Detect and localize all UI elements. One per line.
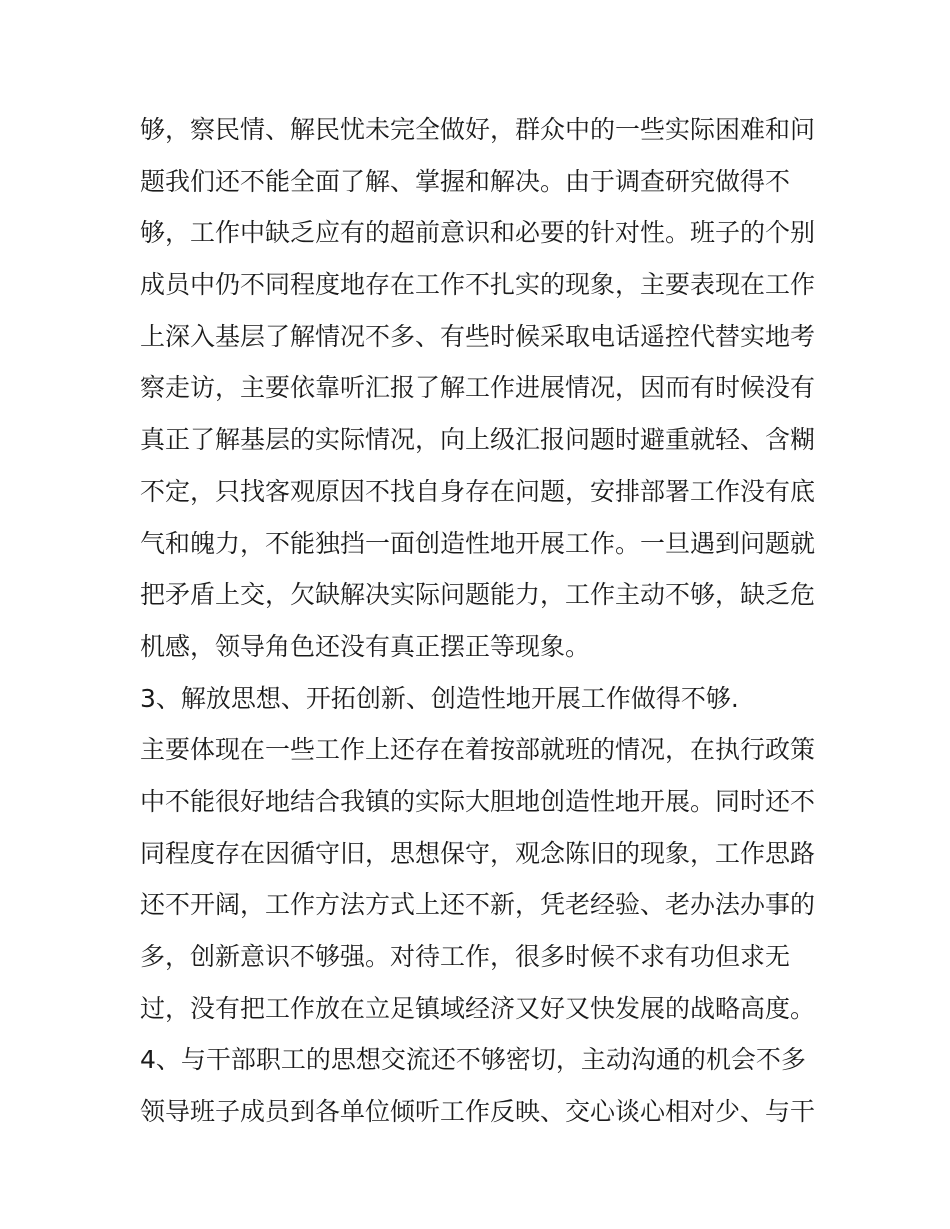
text-line: 成员中仍不同程度地存在工作不扎实的现象，主要表现在工作 [140,270,816,300]
text-line: 把矛盾上交，欠缺解决实际问题能力，工作主动不够，缺乏危 [140,580,816,610]
text-line: 中不能很好地结合我镇的实际大胆地创造性地开展。同时还不 [140,786,816,816]
text-line: 同程度存在因循守旧，思想保守，观念陈旧的现象，工作思路 [140,838,816,868]
text-line: 上深入基层了解情况不多、有些时候采取电话遥控代替实地考 [140,321,816,351]
text-line: 多，创新意识不够强。对待工作，很多时候不求有功但求无 [140,942,791,971]
text-line: 够，工作中缺乏应有的超前意识和必要的针对性。班子的个别 [140,218,816,248]
body-text [140,104,830,1138]
text-line: 题我们还不能全面了解、掌握和解决。由于调查研究做得不 [140,166,791,196]
text-line: 够，察民情、解民忧未完全做好，群众中的一些实际困难和问 [140,115,816,144]
section-heading: 4、与干部职工的思想交流还不够密切，主动沟通的机会不多 [140,1045,806,1075]
text-line: 主要体现在一些工作上还存在着按部就班的情况，在执行政策 [140,735,816,765]
text-line: 还不开阔，工作方法方式上还不新，凭老经验、老办法办事的 [140,890,816,920]
text-line: 不定，只找客观原因不找自身存在问题，安排部署工作没有底 [140,476,816,506]
text-line: 气和魄力，不能独挡一面创造性地开展工作。一旦遇到问题就 [140,528,816,558]
text-line: 察走访，主要依靠听汇报了解工作进展情况，因而有时候没有 [140,373,816,403]
text-line: 领导班子成员到各单位倾听工作反映、交心谈心相对少、与干 [140,1097,816,1127]
text-line: 机感，领导角色还没有真正摆正等现象。 [140,631,591,661]
text-line: 真正了解基层的实际情况，向上级汇报问题时避重就轻、含糊 [140,425,816,455]
section-heading: 3、解放思想、开拓创新、创造性地开展工作做得不够. [140,683,739,713]
text-line: 过，没有把工作放在立足镇域经济又好又快发展的战略高度。 [140,993,816,1023]
